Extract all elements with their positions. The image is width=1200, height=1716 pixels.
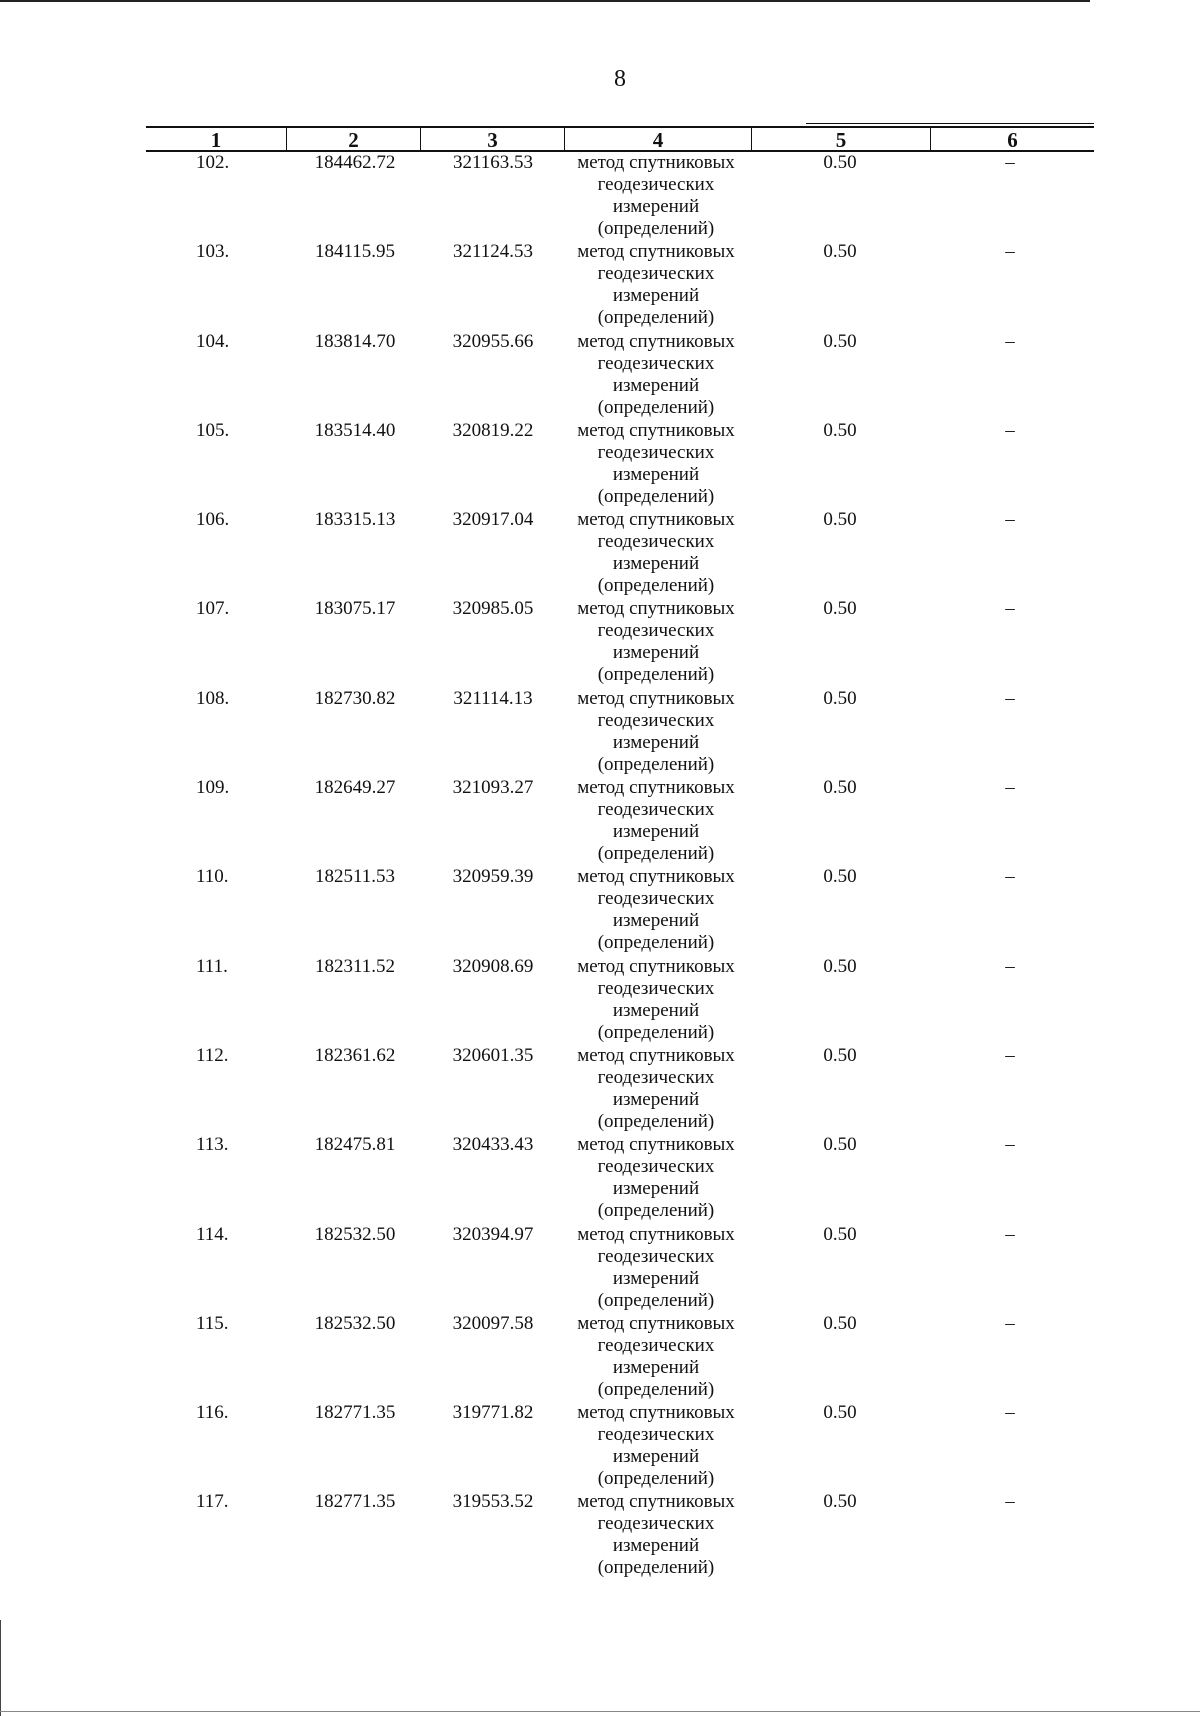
coordinate-x: 182649.27 xyxy=(314,777,396,799)
table-row xyxy=(0,1313,1200,1402)
point-number: 113. xyxy=(196,1134,229,1156)
method-text-line: метод спутниковых xyxy=(577,509,735,531)
accuracy-value: 0.50 xyxy=(823,598,857,620)
coordinate-x: 184462.72 xyxy=(314,152,396,173)
method-text-line: измерений xyxy=(612,374,700,396)
method-text-line: измерений xyxy=(612,196,700,217)
method-text-line: измерений xyxy=(612,910,700,932)
method-text-line: измерений xyxy=(612,821,700,843)
point-number: 104. xyxy=(196,330,230,352)
method-text-line: метод спутниковых xyxy=(577,777,735,799)
method-cell xyxy=(566,956,746,1044)
note-dash: – xyxy=(1005,1402,1015,1424)
accuracy-value: 0.50 xyxy=(823,1134,857,1156)
method-cell xyxy=(566,1402,746,1490)
method-text-line: (определений) xyxy=(597,218,715,239)
method-text-line: геодезических xyxy=(597,1334,715,1356)
coordinate-y: 321114.13 xyxy=(453,687,533,709)
coordinate-y: 320433.43 xyxy=(452,1134,534,1156)
table-row xyxy=(0,1045,1200,1134)
method-text-line: геодезических xyxy=(597,1424,715,1446)
method-text-line: геодезических xyxy=(597,1513,715,1535)
table-row xyxy=(0,956,1200,1045)
table-row xyxy=(0,598,1200,687)
coordinate-y: 321124.53 xyxy=(452,241,534,263)
method-text-line: измерений xyxy=(612,463,700,485)
method-text-line: измерений xyxy=(612,285,700,307)
accuracy-value: 0.50 xyxy=(823,1402,857,1424)
coordinate-y: 320601.35 xyxy=(452,1044,534,1066)
note-dash: – xyxy=(1005,152,1015,173)
coordinate-y: 320917.04 xyxy=(452,509,534,531)
accuracy-value: 0.50 xyxy=(823,1491,857,1513)
table-row xyxy=(0,509,1200,598)
note-dash: – xyxy=(1005,1044,1015,1066)
coordinate-x: 182532.50 xyxy=(314,1223,396,1245)
accuracy-value: 0.50 xyxy=(823,241,857,263)
header-col-6: 6 xyxy=(1007,128,1018,152)
method-text-line: измерений xyxy=(612,1535,700,1557)
header-col-2: 2 xyxy=(348,128,359,152)
coordinate-x: 182511.53 xyxy=(314,866,396,888)
coordinate-y: 320959.39 xyxy=(452,866,534,888)
coordinate-x: 182771.35 xyxy=(314,1491,396,1513)
method-text-line: геодезических xyxy=(597,174,715,195)
accuracy-value: 0.50 xyxy=(823,687,857,709)
header-col-3: 3 xyxy=(487,128,498,152)
point-number: 103. xyxy=(196,241,230,263)
method-cell xyxy=(566,1045,746,1133)
method-text-line: геодезических xyxy=(597,531,715,553)
method-text-line: измерений xyxy=(612,1356,700,1378)
method-text-line: (определений) xyxy=(597,1468,715,1490)
table-header xyxy=(146,126,1094,152)
table-row xyxy=(0,331,1200,420)
coordinate-y: 320819.22 xyxy=(452,419,534,441)
method-text-line: метод спутниковых xyxy=(577,1491,735,1513)
method-text-line: геодезических xyxy=(597,263,715,285)
accuracy-value: 0.50 xyxy=(823,777,857,799)
point-number: 115. xyxy=(196,1312,229,1334)
coordinate-y: 321163.53 xyxy=(452,152,534,173)
method-cell xyxy=(566,152,746,240)
coordinate-y: 320097.58 xyxy=(452,1312,534,1334)
note-dash: – xyxy=(1005,598,1015,620)
method-text-line: измерений xyxy=(612,1088,700,1110)
method-text-line: геодезических xyxy=(597,620,715,642)
header-col-5: 5 xyxy=(835,128,847,152)
point-number: 107. xyxy=(196,598,230,620)
method-text-line: измерений xyxy=(612,999,700,1021)
coordinate-y: 319553.52 xyxy=(452,1491,534,1513)
bottom-rule xyxy=(0,1711,1200,1712)
note-dash: – xyxy=(1005,1223,1015,1245)
method-text-line: измерений xyxy=(612,731,700,753)
note-dash: – xyxy=(1005,1491,1015,1513)
method-text-line: метод спутниковых xyxy=(577,1044,735,1066)
coordinate-x: 182771.35 xyxy=(314,1402,396,1424)
accuracy-value: 0.50 xyxy=(823,1312,857,1334)
accuracy-value: 0.50 xyxy=(823,1223,857,1245)
method-text-line: (определений) xyxy=(597,575,715,597)
page-number: 8 xyxy=(614,66,626,92)
coordinate-y: 320985.05 xyxy=(452,598,534,620)
table-row xyxy=(0,241,1200,330)
method-text-line: метод спутниковых xyxy=(577,330,735,352)
method-text-line: (определений) xyxy=(597,307,715,329)
accuracy-value: 0.50 xyxy=(823,419,857,441)
accuracy-value: 0.50 xyxy=(823,955,857,977)
note-dash: – xyxy=(1005,419,1015,441)
method-text-line: (определений) xyxy=(597,485,715,507)
note-dash: – xyxy=(1005,330,1015,352)
method-text-line: геодезических xyxy=(597,888,715,910)
accuracy-value: 0.50 xyxy=(823,152,857,173)
method-text-line: (определений) xyxy=(597,843,715,865)
note-dash: – xyxy=(1005,241,1015,263)
note-dash: – xyxy=(1005,955,1015,977)
accuracy-value: 0.50 xyxy=(823,866,857,888)
method-text-line: (определений) xyxy=(597,932,715,954)
coordinate-x: 182532.50 xyxy=(314,1312,396,1334)
method-cell xyxy=(566,1491,746,1579)
table-row xyxy=(0,1402,1200,1491)
method-text-line: (определений) xyxy=(597,1378,715,1400)
coordinate-x: 184115.95 xyxy=(314,241,396,263)
method-text-line: (определений) xyxy=(597,1289,715,1311)
accuracy-value: 0.50 xyxy=(823,330,857,352)
point-number: 114. xyxy=(196,1223,229,1245)
method-text-line: (определений) xyxy=(597,1110,715,1132)
accuracy-value: 0.50 xyxy=(823,509,857,531)
table-row xyxy=(0,866,1200,955)
header-top-extra-rule xyxy=(806,123,1094,124)
method-text-line: измерений xyxy=(612,1446,700,1468)
method-text-line: метод спутниковых xyxy=(577,1312,735,1334)
coordinate-x: 183514.40 xyxy=(314,419,396,441)
method-text-line: (определений) xyxy=(597,753,715,775)
method-text-line: измерений xyxy=(612,1178,700,1200)
method-text-line: метод спутниковых xyxy=(577,1223,735,1245)
point-number: 116. xyxy=(196,1402,229,1424)
method-text-line: (определений) xyxy=(597,1557,715,1579)
method-cell xyxy=(566,688,746,776)
coordinate-x: 183075.17 xyxy=(314,598,396,620)
method-text-line: (определений) xyxy=(597,396,715,418)
point-number: 108. xyxy=(196,687,230,709)
method-text-line: (определений) xyxy=(597,1200,715,1222)
method-text-line: метод спутниковых xyxy=(577,955,735,977)
point-number: 110. xyxy=(196,866,229,888)
method-text-line: метод спутниковых xyxy=(577,1134,735,1156)
coordinate-x: 182361.62 xyxy=(314,1044,396,1066)
accuracy-value: 0.50 xyxy=(823,1044,857,1066)
method-text-line: геодезических xyxy=(597,799,715,821)
point-number: 106. xyxy=(196,509,230,531)
method-text-line: метод спутниковых xyxy=(577,152,735,173)
method-text-line: геодезических xyxy=(597,1245,715,1267)
scan-edge xyxy=(0,1620,1,1716)
top-rule xyxy=(0,0,1090,2)
method-cell xyxy=(566,777,746,865)
method-text-line: (определений) xyxy=(597,1021,715,1043)
table-row xyxy=(0,1134,1200,1223)
method-text-line: метод спутниковых xyxy=(577,687,735,709)
table-body xyxy=(0,152,1200,1581)
method-text-line: измерений xyxy=(612,1267,700,1289)
note-dash: – xyxy=(1005,1134,1015,1156)
coordinate-y: 320955.66 xyxy=(452,330,534,352)
method-text-line: геодезических xyxy=(597,709,715,731)
method-text-line: метод спутниковых xyxy=(577,1402,735,1424)
method-text-line: (определений) xyxy=(597,664,715,686)
table-row xyxy=(0,1491,1200,1580)
point-number: 111. xyxy=(196,955,228,977)
method-text-line: геодезических xyxy=(597,1066,715,1088)
method-text-line: измерений xyxy=(612,553,700,575)
table-row xyxy=(0,1224,1200,1313)
point-number: 109. xyxy=(196,777,230,799)
coordinate-y: 321093.27 xyxy=(452,777,534,799)
coordinate-x: 183814.70 xyxy=(314,330,396,352)
method-cell xyxy=(566,420,746,508)
coordinate-x: 182475.81 xyxy=(314,1134,396,1156)
method-cell xyxy=(566,1134,746,1222)
method-text-line: геодезических xyxy=(597,977,715,999)
coordinate-x: 182311.52 xyxy=(314,955,396,977)
note-dash: – xyxy=(1005,1312,1015,1334)
method-cell xyxy=(566,866,746,954)
method-text-line: геодезических xyxy=(597,352,715,374)
table-row xyxy=(0,152,1200,241)
point-number: 102. xyxy=(196,152,230,173)
method-text-line: измерений xyxy=(612,642,700,664)
header-col-4: 4 xyxy=(652,128,664,152)
method-cell xyxy=(566,509,746,597)
coordinate-x: 183315.13 xyxy=(314,509,396,531)
note-dash: – xyxy=(1005,866,1015,888)
coordinate-y: 320394.97 xyxy=(452,1223,534,1245)
method-text-line: метод спутниковых xyxy=(577,598,735,620)
note-dash: – xyxy=(1005,777,1015,799)
coordinate-y: 320908.69 xyxy=(452,955,534,977)
method-cell xyxy=(566,1313,746,1401)
note-dash: – xyxy=(1005,687,1015,709)
method-cell xyxy=(566,598,746,686)
point-number: 112. xyxy=(196,1044,229,1066)
method-cell xyxy=(566,331,746,419)
table-row xyxy=(0,420,1200,509)
coordinate-x: 182730.82 xyxy=(314,687,396,709)
note-dash: – xyxy=(1005,509,1015,531)
method-text-line: метод спутниковых xyxy=(577,241,735,263)
method-cell xyxy=(566,1224,746,1312)
table-row xyxy=(0,688,1200,777)
method-text-line: геодезических xyxy=(597,441,715,463)
coordinate-y: 319771.82 xyxy=(452,1402,534,1424)
header-col-1: 1 xyxy=(210,128,222,152)
method-text-line: метод спутниковых xyxy=(577,866,735,888)
table-row xyxy=(0,777,1200,866)
method-cell xyxy=(566,241,746,329)
method-text-line: геодезических xyxy=(597,1156,715,1178)
method-text-line: метод спутниковых xyxy=(577,419,735,441)
point-number: 105. xyxy=(196,419,230,441)
point-number: 117. xyxy=(196,1491,229,1513)
